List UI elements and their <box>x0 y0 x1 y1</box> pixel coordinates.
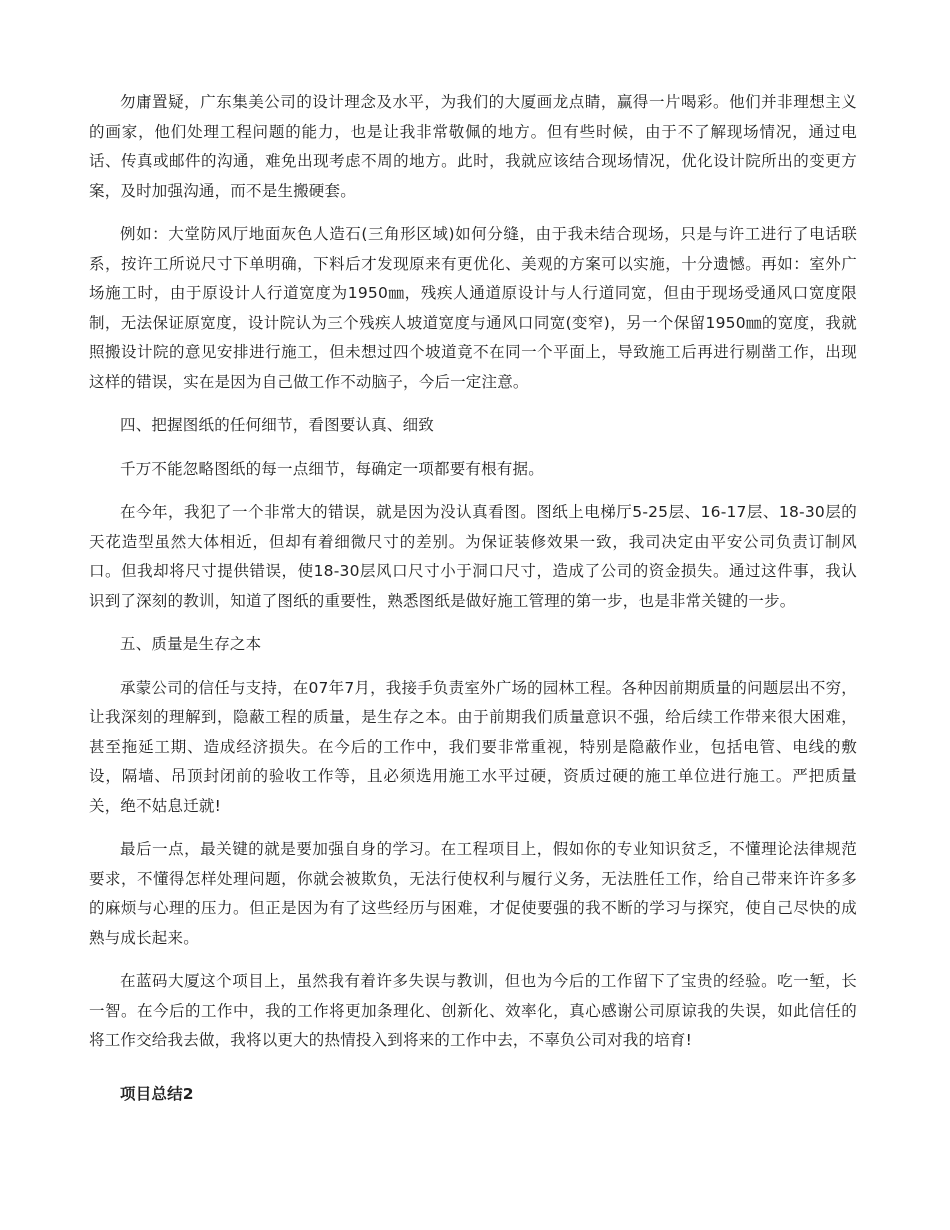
paragraph-examples: 例如：大堂防风厅地面灰色人造石(三角形区域)如何分缝，由于我未结合现场，只是与许工进行了电话联系，按许工所说尺寸下单明确，下料后才发现原来有更优化、美观的方案可以实施，十分遗憾。再如：室外广场施工时，由于原设计人行道宽度为1950㎜，残疾人通道原设计与人行道同宽，但由于现场受通风口宽度限制，无法保证原宽度，设计院认为三个残疾人坡道宽度与通风口同宽(变窄)，另一个保留1950㎜的宽度，我就照搬设计院的意见安排进行施工，但未想过四个坡道竟不在同一个平面上，导致施工后再进行剔凿工作，出现这样的错误，实在是因为自己做工作不动脑子，今后一定注意。 <box>89 225 857 391</box>
paragraph-self-learning: 最后一点，最关键的就是要加强自身的学习。在工程项目上，假如你的专业知识贫乏，不懂理论法律规范要求，不懂得怎样处理问题，你就会被欺负，无法行使权利与履行义务，无法胜任工作，给自己带来许许多多的麻烦与心理的压力。但正是因为有了这些经历与困难，才促使要强的我不断的学习与探究，使自己尽快的成熟与成长起来。 <box>89 840 857 947</box>
document-page <box>89 88 857 1123</box>
paragraph-drawing-details: 千万不能忽略图纸的每一点细节，每确定一项都要有根有据。 <box>120 459 544 478</box>
heading-four-drawing-details: 四、把握图纸的任何细节，看图要认真、细致 <box>120 416 435 434</box>
section-title: 项目总结2 <box>120 1084 194 1103</box>
paragraph-conclusion: 在蓝码大厦这个项目上，虽然我有着许多失误与教训，但也为今后的工作留下了宝贵的经验。吃一堑，长一智。在今后的工作中，我的工作将更加条理化、创新化、效率化，真心感谢公司原谅我的失误，如此信任的将工作交给我去做，我将以更大的热情投入到将来的工作中去，不辜负公司对我的培育! <box>89 972 857 1049</box>
paragraph-drawing-mistake: 在今年，我犯了一个非常大的错误，就是因为没认真看图。图纸上电梯厅5-25层、16-17层、18-30层的天花造型虽然大体相近，但却有着细微尺寸的差别。为保证装修效果一致，我司决定由平安公司负责订制风口。但我却将尺寸提供错误，使18-30层风口尺寸小于洞口尺寸，造成了公司的资金损失。通过这件事，我认识到了深刻的教训，知道了图纸的重要性，熟悉图纸是做好施工管理的第一步，也是非常关键的一步。 <box>89 503 857 610</box>
heading-five-quality: 五、质量是生存之本 <box>120 635 262 653</box>
paragraph-quality: 承蒙公司的信任与支持，在07年7月，我接手负责室外广场的园林工程。各种因前期质量的问题层出不穷，让我深刻的理解到，隐蔽工程的质量，是生存之本。由于前期我们质量意识不强，给后续工作带来很大困难，甚至拖延工期、造成经济损失。在今后的工作中，我们要非常重视，特别是隐蔽作业，包括电管、电线的敷设，隔墙、吊顶封闭前的验收工作等，且必须选用施工水平过硬，资质过硬的施工单位进行施工。严把质量关，绝不姑息迁就! <box>89 678 857 815</box>
paragraph-design-communication: 勿庸置疑，广东集美公司的设计理念及水平，为我们的大厦画龙点睛，赢得一片喝彩。他们并非理想主义的画家，他们处理工程问题的能力，也是让我非常敬佩的地方。但有些时候，由于不了解现场情况，通过电话、传真或邮件的沟通，难免出现考虑不周的地方。此时，我就应该结合现场情况，优化设计院所出的变更方案，及时加强沟通，而不是生搬硬套。 <box>89 93 857 200</box>
